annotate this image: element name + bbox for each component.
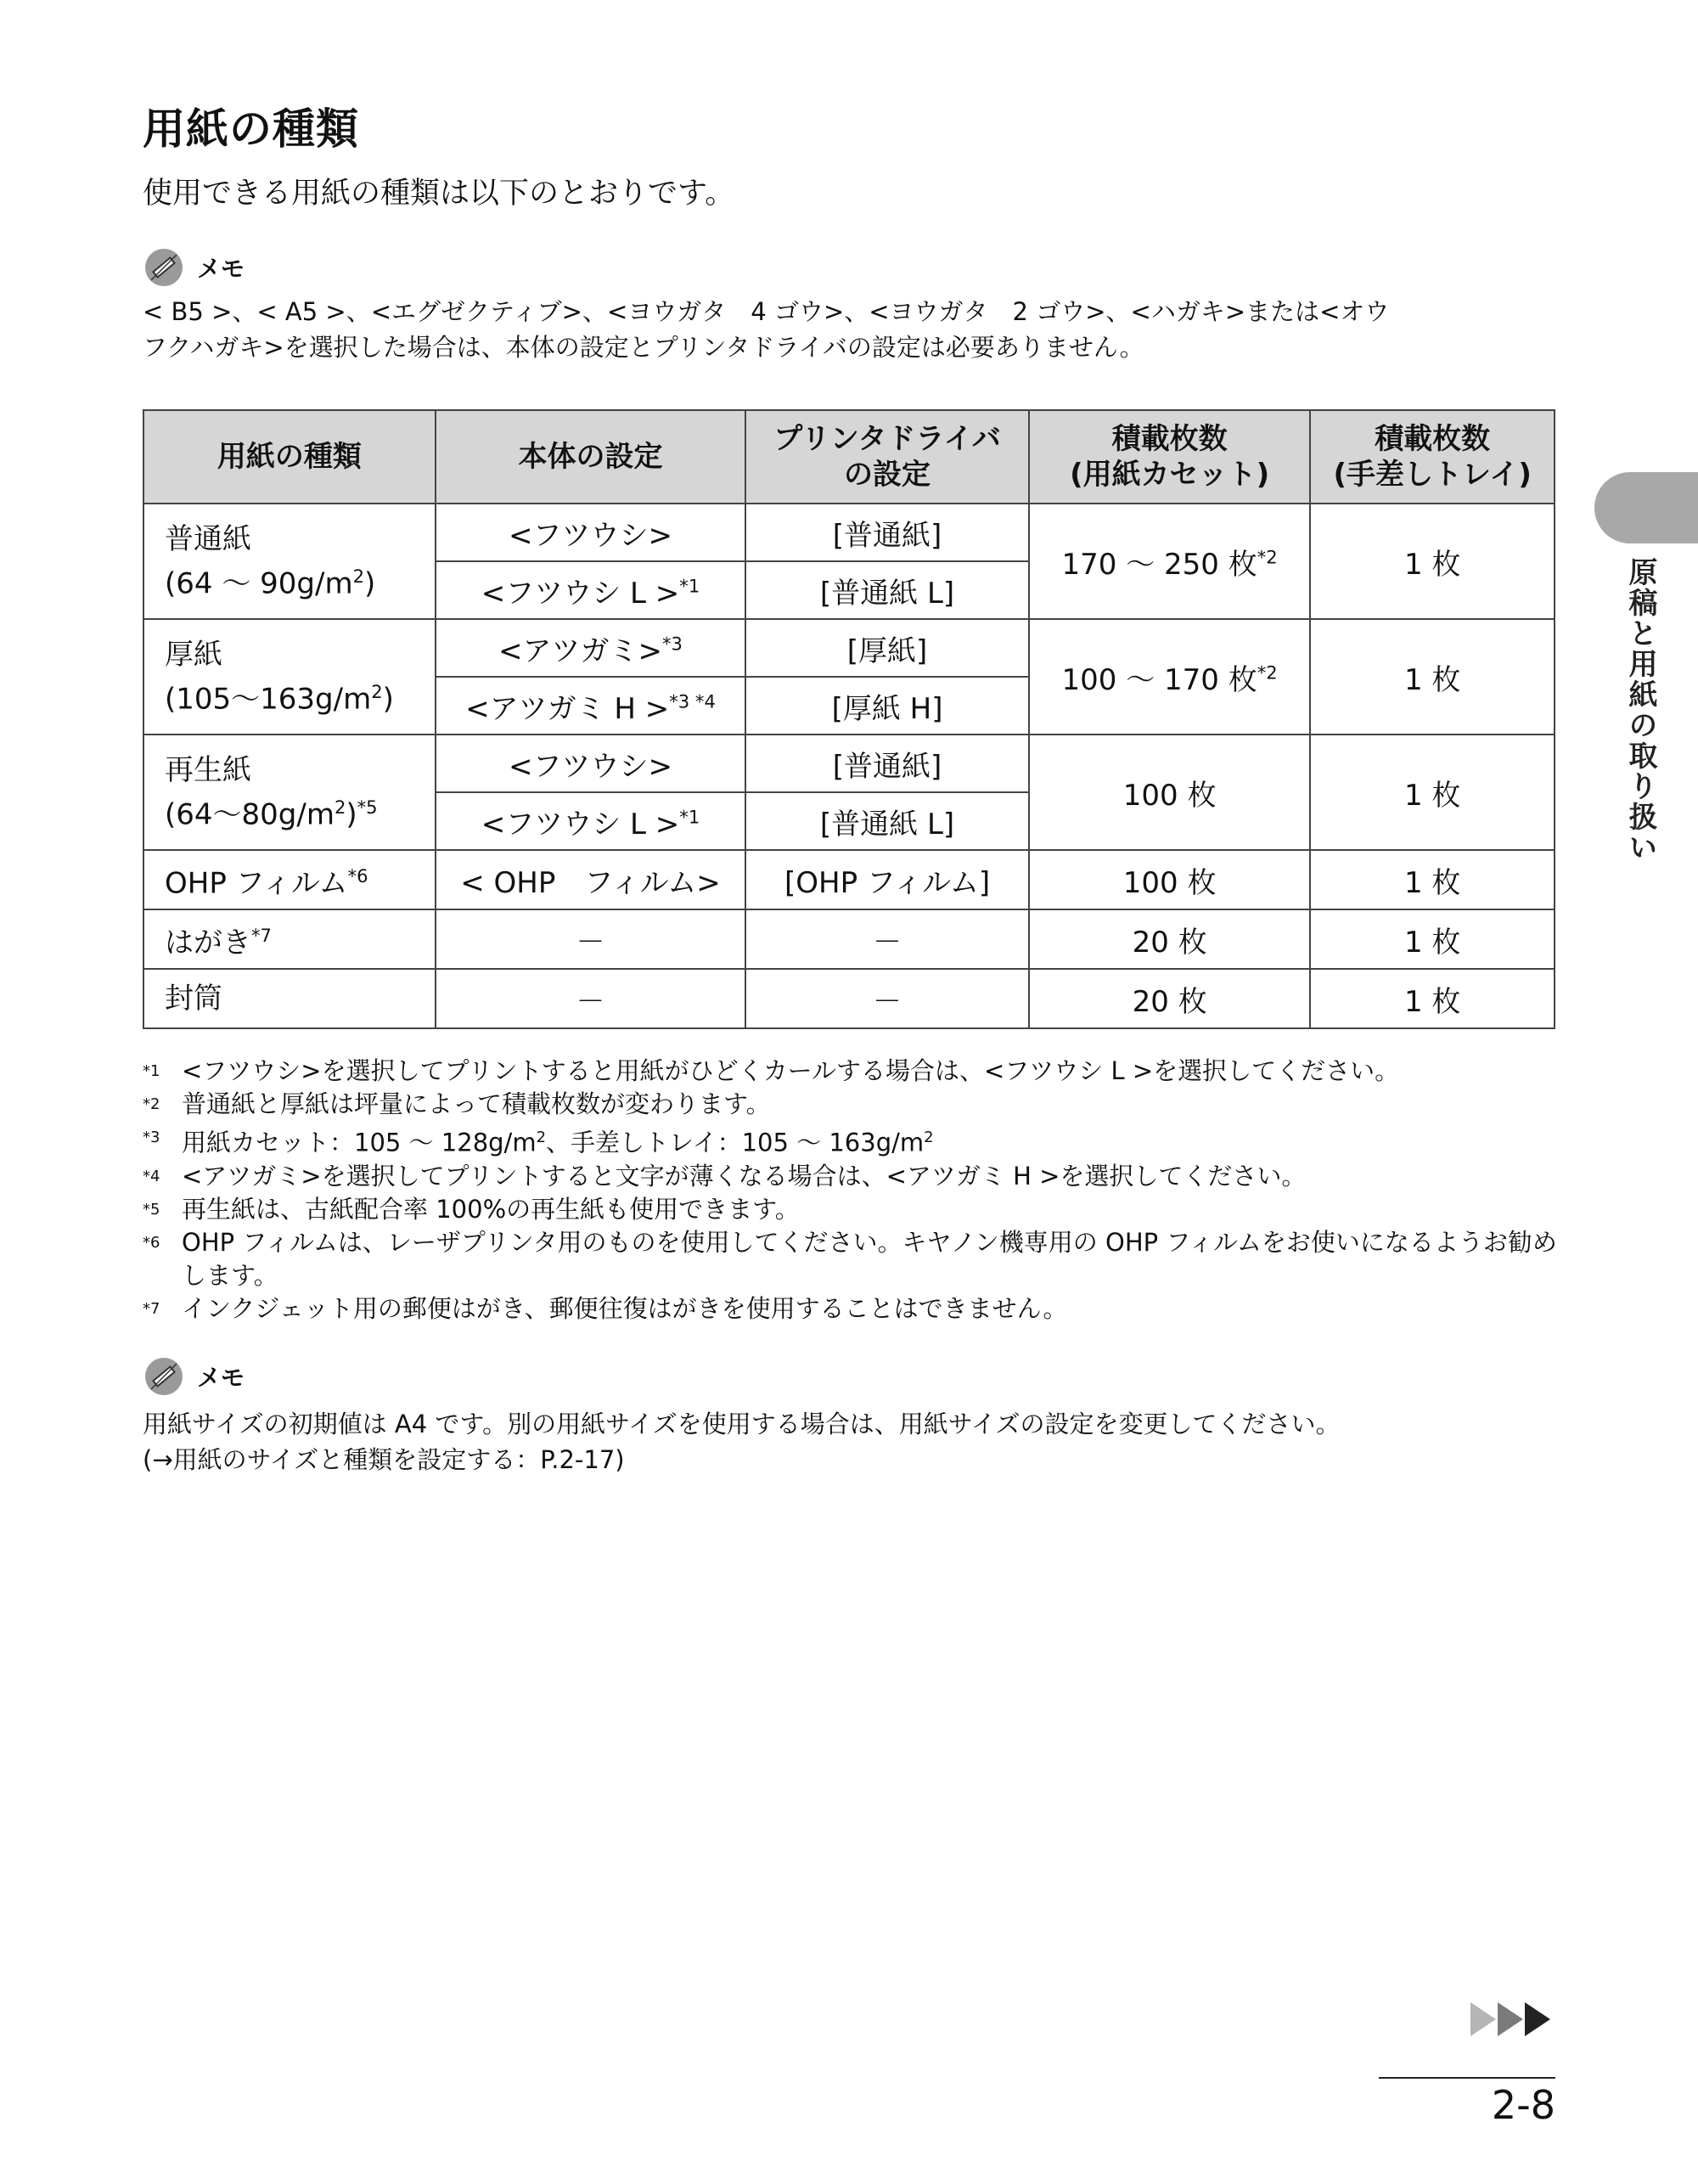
intro-text: 使用できる用紙の種類は以下のとおりです。 xyxy=(143,177,735,211)
cell-driver-setting: － xyxy=(745,969,1029,1028)
table-row xyxy=(143,850,1555,909)
cell-driver-setting: [普通紙] xyxy=(745,735,1029,792)
cell-device-setting: <アツガミ>$^{*3}$ xyxy=(436,619,746,677)
cell-device-setting: < OHP フィルム> xyxy=(436,850,746,909)
cell-paper-type: はがき$^{*7}$ xyxy=(143,909,436,969)
cell-driver-setting: [普通紙 L] xyxy=(745,792,1029,850)
memo-text xyxy=(143,294,1552,365)
memo-label: メモ xyxy=(197,1364,245,1392)
cell-manual-capacity: 1 枚 xyxy=(1310,969,1555,1028)
cell-driver-setting: － xyxy=(745,909,1029,969)
cell-paper-type: 厚紙 $(105\sim 163g/m^2)$ xyxy=(143,619,436,735)
memo-line: < B5 >、< A5 >、<エグゼクティブ>、<ヨウガタ 4 ゴウ>、<ヨウガタ 2 ゴウ>、<ハガキ>または<オウ xyxy=(143,297,1390,326)
memo-header xyxy=(143,1355,245,1398)
col-header-driver-setting: プリンタドライバ の設定 xyxy=(745,410,1029,504)
cell-paper-type: 封筒 xyxy=(143,969,436,1028)
col-header-manual-capacity: 積載枚数 (手差しトレイ) xyxy=(1310,410,1555,504)
cell-cassette-capacity: 100 枚 xyxy=(1029,850,1311,909)
cell-cassette-capacity: 20 枚 xyxy=(1029,969,1311,1028)
chapter-index-tab xyxy=(1594,472,1698,543)
chapter-side-label: 原稿と用紙の取り扱い xyxy=(1623,557,1657,863)
cell-device-setting: <フツウシ L >$^{*1}$ xyxy=(436,792,746,850)
page-number: 2-8 xyxy=(1491,2082,1555,2128)
pencil-memo-icon xyxy=(143,1355,185,1398)
cell-device-setting: <アツガミ H >$^{*3 *4}$ xyxy=(436,677,746,735)
next-page-arrows-icon xyxy=(1470,2002,1550,2036)
cell-paper-type: 普通紙 (64 ～ $90g/m^2$) xyxy=(143,504,436,619)
cell-device-setting: － xyxy=(436,909,746,969)
cell-device-setting: <フツウシ> xyxy=(436,504,746,561)
cell-manual-capacity: 1 枚 xyxy=(1310,909,1555,969)
col-header-paper-type: 用紙の種類 xyxy=(143,410,436,504)
table-row xyxy=(143,909,1555,969)
cell-cassette-capacity: 100 ～ 170 枚$^{*2}$ xyxy=(1029,619,1311,735)
cell-paper-type: 再生紙 $(64\sim 80g/m^2)^{*5}$ xyxy=(143,735,436,850)
cell-driver-setting: [OHP フィルム] xyxy=(745,850,1029,909)
cell-manual-capacity: 1 枚 xyxy=(1310,619,1555,735)
cell-driver-setting: [普通紙 L] xyxy=(745,561,1029,619)
cell-paper-type: OHP フィルム$^{*6}$ xyxy=(143,850,436,909)
cell-driver-setting: [厚紙 H] xyxy=(745,677,1029,735)
page-title: 用紙の種類 xyxy=(143,104,359,154)
col-header-cassette-capacity: 積載枚数 (用紙カセット) xyxy=(1029,410,1311,504)
table-header-row xyxy=(143,410,1555,504)
memo-line: 用紙サイズの初期値は A4 です。別の用紙サイズを使用する場合は、用紙サイズの設定を変更してください。 xyxy=(143,1410,1341,1438)
footer-rule xyxy=(1379,2077,1555,2079)
footnote: *3 用紙カセット：105 ～ $128g/m^2$、手差しトレイ：105 ～ $163g/m^2$ xyxy=(143,1128,934,1157)
footnote: *7 インクジェット用の郵便はがき、郵便往復はがきを使用することはできません。 xyxy=(143,1293,1068,1323)
table-row xyxy=(143,969,1555,1028)
footnote: *4 <アツガミ>を選択してプリントすると文字が薄くなる場合は、<アツガミ H >を選択してください。 xyxy=(143,1161,1307,1191)
cell-manual-capacity: 1 枚 xyxy=(1310,735,1555,850)
cell-cassette-capacity: 170 ～ 250 枚$^{*2}$ xyxy=(1029,504,1311,619)
memo-text xyxy=(143,1406,1552,1478)
paper-type-table xyxy=(143,409,1555,1029)
cell-device-setting: <フツウシ> xyxy=(436,735,746,792)
cell-driver-setting: [普通紙] xyxy=(745,504,1029,561)
col-header-device-setting: 本体の設定 xyxy=(436,410,746,504)
footnote: *6 OHP フィルムは、レーザプリンタ用のものを使用してください。キヤノン機専用の OHP フィルムをお使いになるようお勧めします。 xyxy=(143,1227,1557,1290)
footnote: *1 <フツウシ>を選択してプリントすると用紙がひどくカールする場合は、<フツウシ L >を選択してください。 xyxy=(143,1056,1400,1085)
table-row xyxy=(143,504,1555,561)
footnotes xyxy=(143,1055,1560,1326)
memo-header xyxy=(143,246,245,289)
table-row xyxy=(143,619,1555,677)
cell-device-setting: － xyxy=(436,969,746,1028)
cell-cassette-capacity: 20 枚 xyxy=(1029,909,1311,969)
memo-label: メモ xyxy=(197,255,245,283)
cell-device-setting: <フツウシ L >$^{*1}$ xyxy=(436,561,746,619)
footnote: *5 再生紙は、古紙配合率 100%の再生紙も使用できます。 xyxy=(143,1194,800,1224)
table-row xyxy=(143,735,1555,792)
cell-driver-setting: [厚紙] xyxy=(745,619,1029,677)
cell-cassette-capacity: 100 枚 xyxy=(1029,735,1311,850)
footnote: *2 普通紙と厚紙は坪量によって積載枚数が変わります。 xyxy=(143,1089,771,1118)
cell-manual-capacity: 1 枚 xyxy=(1310,850,1555,909)
cell-manual-capacity: 1 枚 xyxy=(1310,504,1555,619)
memo-line: フクハガキ>を選択した場合は、本体の設定とプリンタドライバの設定は必要ありません。 xyxy=(143,333,1144,362)
pencil-memo-icon xyxy=(143,246,185,289)
memo-line-link[interactable]: (→用紙のサイズと種類を設定する：P.2-17) xyxy=(143,1445,625,1474)
